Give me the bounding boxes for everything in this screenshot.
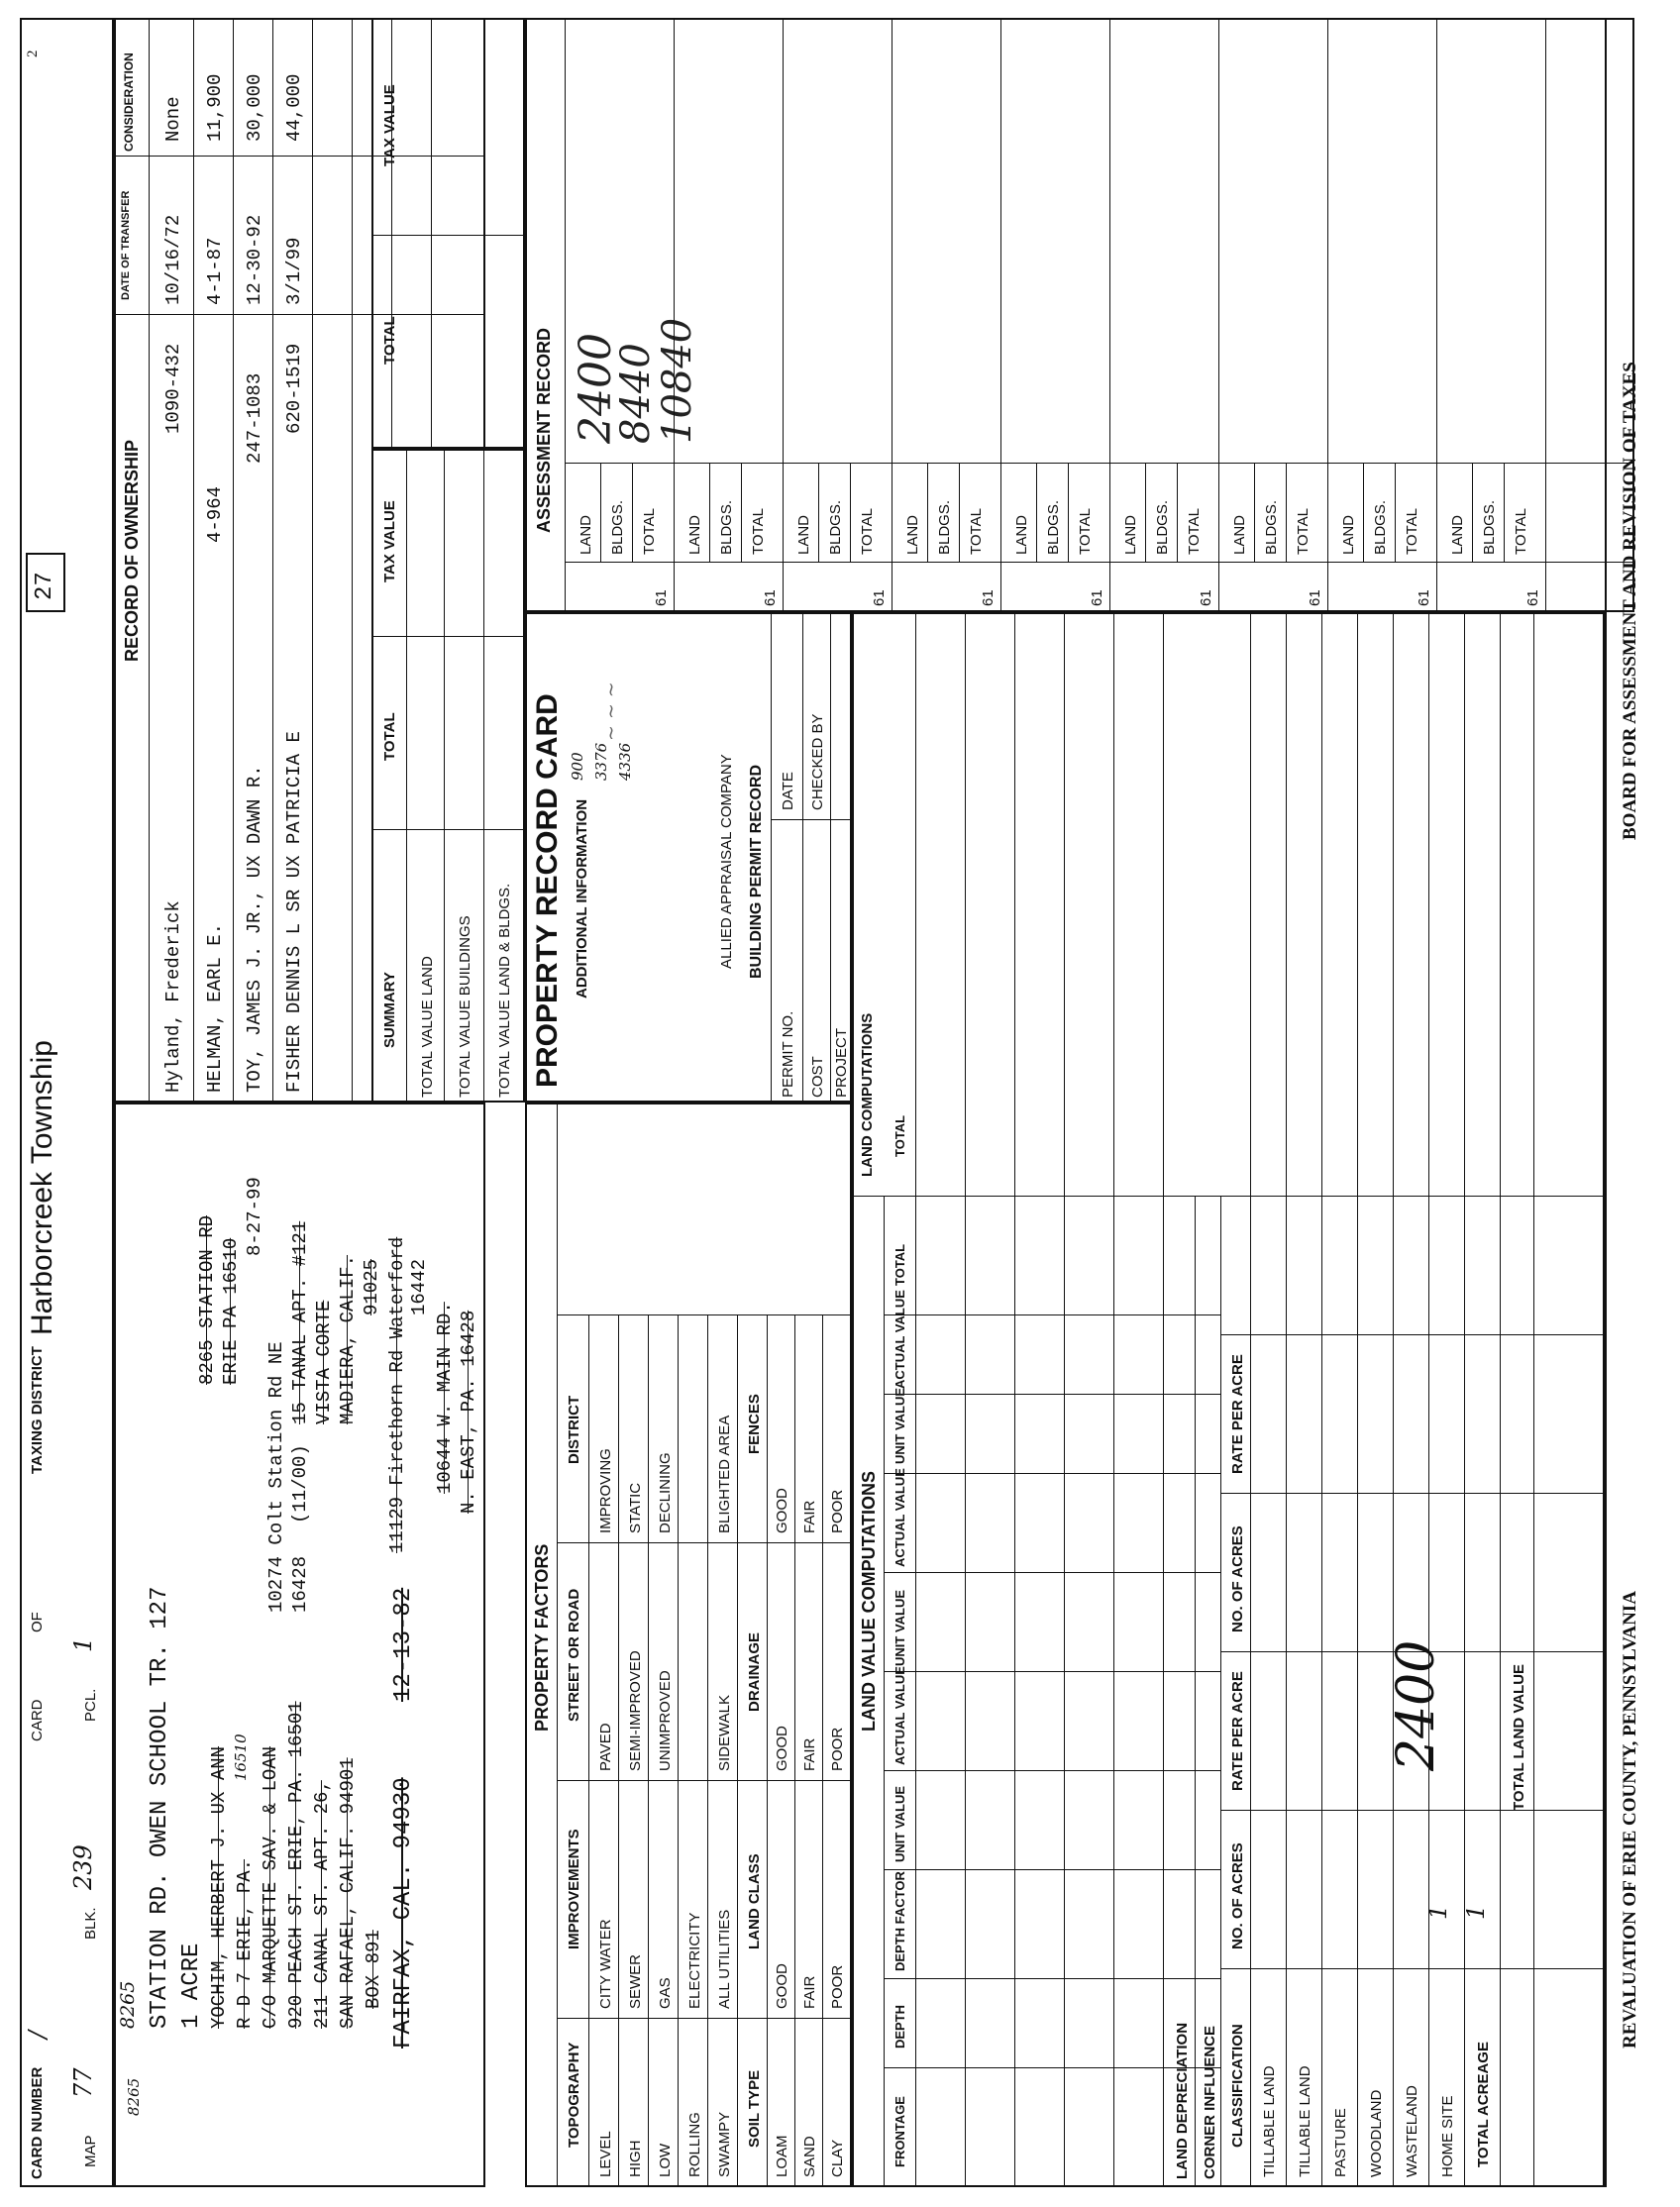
- transfer-date-1: 12-13-82: [390, 1587, 417, 1702]
- summary-total-header: TOTAL: [381, 712, 398, 761]
- landclass-poor: POOR: [829, 1964, 846, 2009]
- assess-land-4: LAND: [904, 514, 921, 555]
- col-improvements: IMPROVEMENTS: [566, 1829, 582, 1949]
- summary-tax-header: TAX VALUE: [381, 500, 398, 582]
- assessment-hand-total: 10840: [655, 317, 700, 444]
- land-computations-label: LAND COMPUTATIONS: [859, 1012, 876, 1177]
- taxing-district: Harborcreek Township: [26, 1040, 58, 1335]
- card-label: CARD: [29, 1699, 46, 1741]
- soil-loam: LOAM: [774, 2135, 790, 2177]
- assess-code-5: 61: [1089, 589, 1105, 606]
- location: STATION RD. OWEN SCHOOL TR. 127: [147, 1586, 173, 2029]
- district-blighted: BLIGHTED AREA: [716, 1415, 733, 1533]
- assess-bldgs-2: BLDGS.: [718, 499, 735, 555]
- col-street: STREET OR ROAD: [566, 1588, 582, 1722]
- imp-electricity: ELECTRICITY: [686, 1912, 703, 2009]
- tax-value-header: TAX VALUE: [381, 84, 398, 166]
- assess-land-9: LAND: [1449, 514, 1466, 555]
- date-header: DATE OF TRANSFER: [120, 190, 132, 300]
- assess-bldgs-8: BLDGS.: [1372, 499, 1389, 555]
- assess-bldgs-4: BLDGS.: [936, 499, 953, 555]
- assess-land-3: LAND: [795, 514, 812, 555]
- district-improving: IMPROVING: [597, 1448, 614, 1533]
- col-acres-1: NO. OF ACRES: [1229, 1842, 1246, 1949]
- topo-low: LOW: [657, 2143, 674, 2177]
- assess-code-1: 61: [653, 589, 670, 606]
- owner-2-consideration: 11,900: [204, 73, 226, 142]
- land-value-title: LAND VALUE COMPUTATIONS: [859, 1471, 879, 1732]
- owner-1-ref: 1090-432: [162, 343, 184, 434]
- summary-row-buildings: TOTAL VALUE BUILDINGS: [457, 915, 473, 1098]
- additional-info-scribble: ~ ~ ~: [600, 682, 622, 741]
- drainage-good: GOOD: [774, 1726, 790, 1771]
- map-label: MAP: [82, 2135, 99, 2167]
- assess-bldgs-6: BLDGS.: [1154, 499, 1171, 555]
- address-line-5: 211 CANAL ST. APT. 26,: [311, 1780, 333, 2029]
- assess-land-1: LAND: [578, 514, 594, 555]
- home-site-acres: 1: [1424, 1904, 1452, 1920]
- owner-3-date: 12-30-92: [244, 214, 265, 305]
- class-wasteland: WASTELAND: [1404, 2085, 1420, 2177]
- street-sidewalk: SIDEWALK: [716, 1695, 733, 1771]
- col-actual-value-2: ACTUAL VALUE: [892, 1468, 907, 1567]
- assess-land-5: LAND: [1013, 514, 1030, 555]
- assess-bldgs-1: BLDGS.: [609, 499, 626, 555]
- assess-bldgs-3: BLDGS.: [827, 499, 844, 555]
- district-static: STATIC: [627, 1482, 644, 1533]
- property-card-title: PROPERTY RECORD CARD: [531, 693, 564, 1088]
- col-actual-value-3: ACTUAL VALUE: [892, 1290, 907, 1389]
- col-land-class: LAND CLASS: [746, 1853, 763, 1949]
- col-depth: DEPTH: [892, 2004, 907, 2049]
- right-line-12: 16442: [408, 1258, 430, 1315]
- col-fences: FENCES: [746, 1394, 763, 1454]
- handwritten-number: 8265: [117, 1980, 139, 2029]
- assess-land-8: LAND: [1340, 514, 1357, 555]
- pcl-label: PCL.: [82, 1688, 99, 1722]
- class-tillable-2: TILLABLE LAND: [1297, 2065, 1313, 2177]
- col-acres-2: NO. OF ACRES: [1229, 1525, 1246, 1632]
- checked-by-label: CHECKED BY: [809, 713, 826, 810]
- additional-info-label: ADDITIONAL INFORMATION: [574, 798, 590, 998]
- assess-land-6: LAND: [1122, 514, 1139, 555]
- owner-4: FISHER DENNIS L SR UX PATRICIA E: [283, 731, 305, 1093]
- assess-bldgs-5: BLDGS.: [1045, 499, 1062, 555]
- hand-figure-2: 3376: [592, 742, 610, 781]
- assess-code-6: 61: [1198, 589, 1214, 606]
- card-box-number: 27: [32, 572, 58, 600]
- col-total-1: TOTAL: [892, 1243, 907, 1286]
- owner-2: HELMAN, EARL E.: [204, 922, 226, 1093]
- right-line-14: N. EAST, PA. 16428: [458, 1310, 479, 1514]
- fences-fair: FAIR: [801, 1500, 818, 1533]
- col-classification: CLASSIFICATION: [1229, 2024, 1246, 2148]
- right-line-10: 91025: [361, 1258, 382, 1315]
- right-line-13: 10644 W. MAIN RD.: [434, 1302, 456, 1494]
- address-line-8: FAIRFAX, CAL. 94930: [390, 1777, 417, 2049]
- tax-value-block: [371, 18, 525, 449]
- assess-total-8: TOTAL: [1404, 508, 1420, 555]
- district-declining: DECLINING: [657, 1452, 674, 1533]
- total-land-value: TOTAL LAND VALUE: [1511, 1663, 1527, 1811]
- ownership-title: RECORD OF OWNERSHIP: [122, 439, 142, 662]
- assess-code-4: 61: [980, 589, 997, 606]
- assessment-hand-bldgs: 8440: [613, 343, 659, 444]
- col-unit-value-2: UNIT VALUE: [892, 1589, 907, 1666]
- total-acreage: TOTAL ACREAGE: [1475, 2042, 1492, 2167]
- col-rate-1: RATE PER ACRE: [1229, 1671, 1246, 1791]
- assess-total-3: TOTAL: [859, 508, 876, 555]
- street-semi: SEMI-IMPROVED: [627, 1650, 644, 1771]
- drainage-fair: FAIR: [801, 1737, 818, 1771]
- drainage-poor: POOR: [829, 1727, 846, 1771]
- footer-right: BOARD FOR ASSESSMENT AND REVISION OF TAXES: [1620, 362, 1640, 840]
- fences-poor: POOR: [829, 1489, 846, 1533]
- right-line-7: 15 TANAL APT. #121: [289, 1220, 311, 1424]
- address-line-7: BOX 891: [363, 1930, 384, 2009]
- summary-title: SUMMARY: [381, 972, 398, 1048]
- of-label: OF: [29, 1612, 46, 1632]
- owner-3-ref: 247-1083: [244, 372, 265, 464]
- col-depth-factor: DEPTH FACTOR: [892, 1871, 907, 1971]
- blk-label: BLK.: [82, 1907, 99, 1940]
- address-line-1: YOCHIM, HERBERT J. UX ANN: [208, 1745, 230, 2029]
- landclass-fair: FAIR: [801, 1975, 818, 2009]
- imp-all: ALL UTILITIES: [716, 1909, 733, 2009]
- assess-total-5: TOTAL: [1077, 508, 1094, 555]
- col-district: DISTRICT: [566, 1395, 582, 1464]
- date-label: DATE: [780, 772, 796, 810]
- corner-mark: 2: [25, 50, 41, 57]
- pcl-value: 1: [69, 1636, 97, 1652]
- address-line-6: SAN RAFAEL, CALIF. 94901: [337, 1757, 359, 2029]
- street-paved: PAVED: [597, 1723, 614, 1771]
- owner-3-consideration: 30,000: [244, 73, 265, 142]
- summary-row-land: TOTAL VALUE LAND: [419, 956, 436, 1098]
- col-unit-value-3: UNIT VALUE: [892, 1387, 907, 1464]
- soil-sand: SAND: [801, 2136, 818, 2177]
- total-acreage-mark: 1: [1462, 1904, 1490, 1920]
- right-line-3: 8-27-99: [244, 1177, 265, 1256]
- blk-value: 239: [69, 1844, 97, 1890]
- assess-code-9: 61: [1524, 589, 1541, 606]
- assess-total-9: TOTAL: [1513, 508, 1529, 555]
- land-depreciation: LAND DEPRECIATION: [1174, 2022, 1191, 2179]
- imp-water: CITY WATER: [597, 1919, 614, 2009]
- acreage: 1 ACRE: [178, 1943, 205, 2029]
- owner-4-date: 3/1/99: [283, 237, 305, 305]
- owner-4-ref: 620-1519: [283, 343, 305, 434]
- corner-check-mark: /: [24, 2030, 52, 2039]
- assess-land-7: LAND: [1231, 514, 1248, 555]
- class-woodland: WOODLAND: [1368, 2089, 1385, 2177]
- hand-figure-3: 4336: [616, 742, 634, 781]
- taxing-district-label: TAXING DISTRICT: [29, 1346, 46, 1474]
- assess-total-2: TOTAL: [750, 508, 767, 555]
- assess-total-1: TOTAL: [641, 508, 658, 555]
- right-line-5: 16428: [289, 1555, 311, 1613]
- right-line-9: MADIERA, CALIF.: [337, 1254, 359, 1424]
- owner-1-date: 10/16/72: [162, 214, 184, 305]
- consideration-header: CONSIDERATION: [122, 53, 136, 152]
- assess-bldgs-9: BLDGS.: [1481, 499, 1498, 555]
- map-value: 77: [69, 2067, 97, 2098]
- right-line-1: 8265 STATION RD: [196, 1214, 218, 1385]
- soil-clay: CLAY: [829, 2139, 846, 2177]
- home-site-value: 2400: [1387, 1639, 1446, 1771]
- owner-2-ref: 4-964: [204, 485, 226, 543]
- col-topography: TOPOGRAPHY: [566, 2042, 582, 2148]
- col-soil: SOIL TYPE: [746, 2069, 763, 2148]
- street-unimproved: UNIMPROVED: [657, 1670, 674, 1771]
- margin-number: 8265: [125, 2077, 143, 2116]
- owner-1-consideration: None: [162, 96, 184, 142]
- tax-total-header: TOTAL: [381, 316, 398, 365]
- assess-bldgs-7: BLDGS.: [1263, 499, 1280, 555]
- class-tillable-1: TILLABLE LAND: [1261, 2065, 1278, 2177]
- factors-title: PROPERTY FACTORS: [532, 1543, 552, 1732]
- assess-total-6: TOTAL: [1186, 508, 1203, 555]
- col-drainage: DRAINAGE: [746, 1631, 763, 1712]
- assess-land-2: LAND: [686, 514, 703, 555]
- allied-label: ALLIED APPRAISAL COMPANY: [718, 754, 735, 969]
- class-pasture: PASTURE: [1332, 2108, 1349, 2177]
- right-line-4: 10274 Colt Station Rd NE: [265, 1341, 287, 1613]
- hand-figure-1: 900: [569, 752, 586, 781]
- cost-label: COST: [809, 1056, 826, 1098]
- right-line-2: ERIE PA 16510: [220, 1237, 242, 1385]
- class-home-site: HOME SITE: [1439, 2095, 1456, 2177]
- permit-no-label: PERMIT NO.: [780, 1010, 796, 1098]
- col-frontage: FRONTAGE: [892, 2096, 907, 2167]
- address-line-4: 920 PEACH ST. ERIE, PA. 16501: [285, 1701, 307, 2029]
- card-number-label: CARD NUMBER: [29, 2066, 46, 2179]
- assessment-hand-land: 2400: [571, 333, 621, 444]
- topo-high: HIGH: [627, 2140, 644, 2177]
- assess-code-7: 61: [1307, 589, 1323, 606]
- topo-level: LEVEL: [597, 2131, 614, 2177]
- assess-code-3: 61: [871, 589, 888, 606]
- owner-1: Hyland, Frederick: [162, 900, 184, 1093]
- topo-swampy: SWAMPY: [716, 2111, 733, 2177]
- corner-influence: CORNER INFLUENCE: [1202, 2025, 1218, 2179]
- fences-good: GOOD: [774, 1488, 790, 1533]
- right-line-8: VISTA CORTE: [313, 1300, 335, 1424]
- col-total-2: TOTAL: [892, 1114, 907, 1157]
- col-actual-value-1: ACTUAL VALUE: [892, 1666, 907, 1765]
- project-label: PROJECT: [833, 1027, 850, 1098]
- address-line-3: C/O MARQUETTE SAV. & LOAN: [260, 1745, 281, 2029]
- assess-total-4: TOTAL: [968, 508, 985, 555]
- assess-code-2: 61: [762, 589, 779, 606]
- assess-code-8: 61: [1416, 589, 1432, 606]
- permit-title: BUILDING PERMIT RECORD: [748, 765, 765, 979]
- owner-3: TOY, JAMES J. JR., UX DAWN R.: [244, 765, 265, 1093]
- summary-row-total: TOTAL VALUE LAND & BLDGS.: [496, 883, 513, 1098]
- hand-zip: 16510: [232, 1734, 250, 1781]
- owner-2-date: 4-1-87: [204, 237, 226, 305]
- topo-rolling: ROLLING: [686, 2112, 703, 2177]
- footer-left: REVALUATION OF ERIE COUNTY, PENNSYLVANIA: [1620, 1591, 1640, 2049]
- assess-total-7: TOTAL: [1295, 508, 1312, 555]
- imp-gas: GAS: [657, 1977, 674, 2009]
- owner-4-consideration: 44,000: [283, 73, 305, 142]
- col-rate-2: RATE PER ACRE: [1229, 1354, 1246, 1474]
- right-line-11: 11129 Firethorn Rd Waterford: [386, 1236, 408, 1553]
- address-line-2: R D 7 ERIE, PA.: [234, 1858, 256, 2029]
- landclass-good: GOOD: [774, 1963, 790, 2009]
- right-line-6: (11/00): [289, 1444, 311, 1524]
- col-unit-value-1: UNIT VALUE: [892, 1785, 907, 1862]
- imp-sewer: SEWER: [627, 1953, 644, 2009]
- assessment-title: ASSESSMENT RECORD: [534, 327, 554, 533]
